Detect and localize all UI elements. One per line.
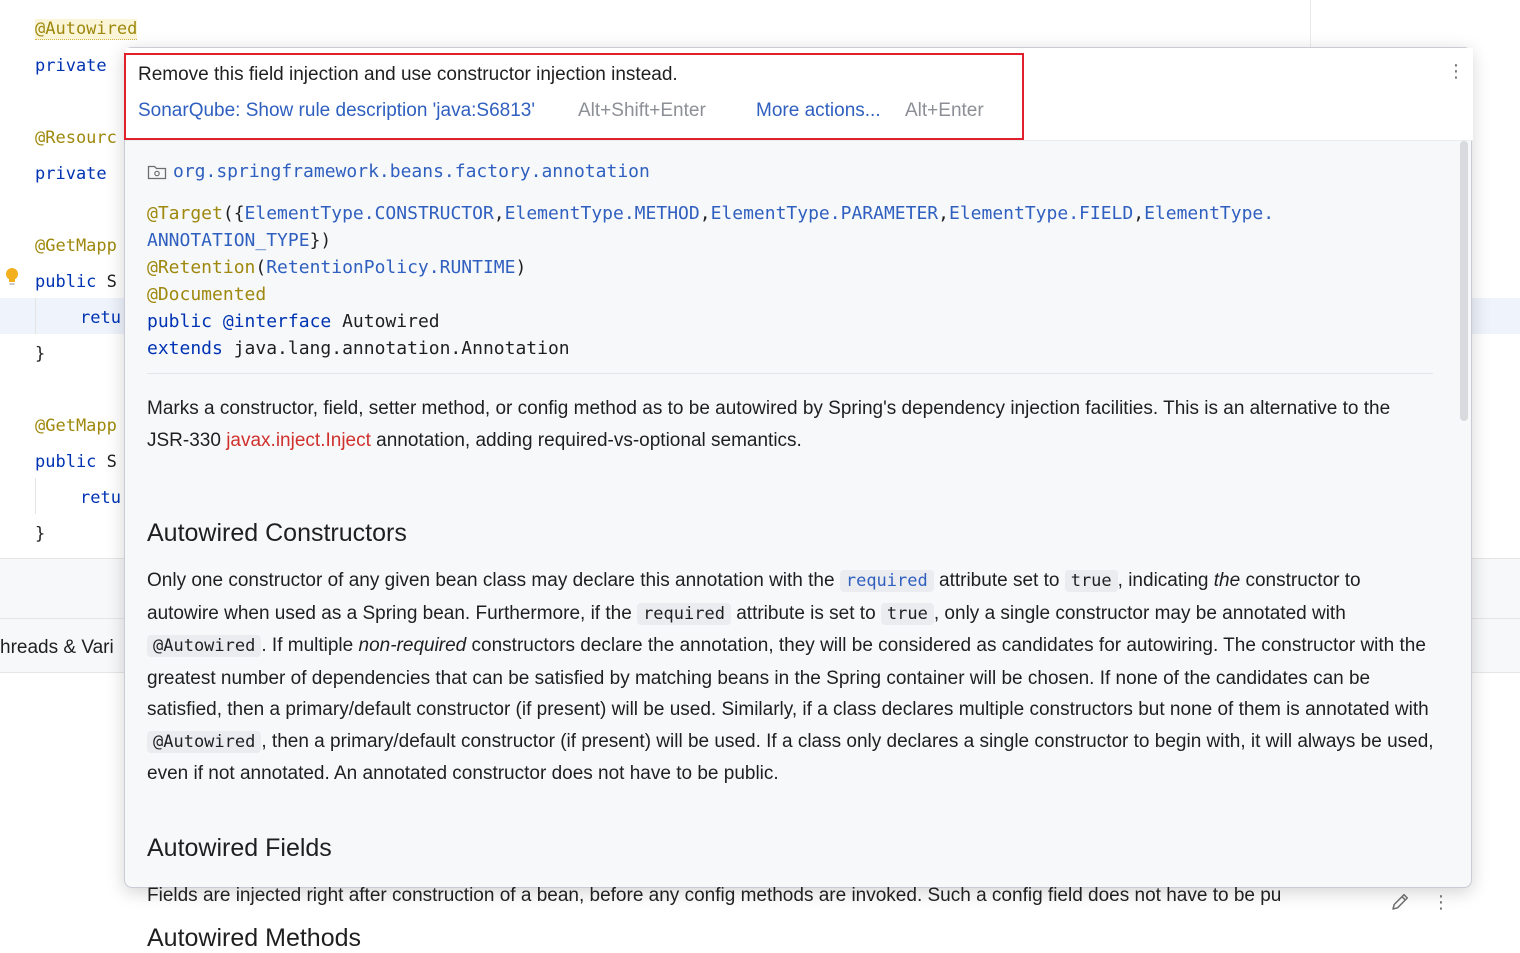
sig-punct: , [938, 203, 949, 224]
edit-pencil-icon[interactable] [1389, 891, 1411, 913]
code-autowired: @Autowired [147, 635, 261, 657]
heading-autowired-constructors: Autowired Constructors [147, 519, 407, 547]
code-token: S [96, 452, 117, 472]
sig-punct: , [493, 203, 505, 224]
code-required-link[interactable]: required [840, 570, 934, 592]
signature-line [147, 257, 526, 278]
element-type-link[interactable]: ElementType.CONSTRUCTOR [244, 203, 494, 224]
element-type-link[interactable]: ElementType.FIELD [948, 203, 1134, 224]
more-actions-link[interactable]: More actions... [756, 100, 881, 121]
sig-keyword: extends [147, 338, 223, 359]
code-line[interactable]: private [35, 164, 107, 184]
target-annotation: @Target [147, 203, 223, 224]
highlight-box [124, 53, 1024, 140]
sig-keyword: @interface [222, 311, 332, 332]
sig-punct: ) [515, 257, 527, 278]
code-true: true [1065, 570, 1118, 592]
retention-policy-link[interactable]: RetentionPolicy.RUNTIME [266, 257, 516, 278]
sig-punct: ( [255, 257, 267, 278]
intro-text: annotation, adding required-vs-optional semantics. [370, 429, 802, 451]
show-rule-description-link[interactable]: SonarQube: Show rule description 'java:S6813' [138, 100, 535, 121]
para-text: attribute set to [933, 570, 1065, 591]
code-line[interactable]: @GetMapp [35, 236, 117, 256]
para-text: Only one constructor of any given bean class may declare this annotation with the [147, 570, 840, 591]
para-text: constructor to autowire when used as a Spring bean. Furthermore, if the [147, 570, 1361, 624]
constructors-paragraph [147, 565, 1437, 790]
tab-threads-variables[interactable]: hreads & Vari [0, 637, 114, 658]
fields-paragraph: Fields are injected right after construction of a bean, before any config methods are invoked. Such a config field does not have to be pu [147, 885, 1282, 906]
signature-line [147, 203, 1274, 224]
code-line[interactable]: } [35, 344, 46, 364]
signature-line [147, 338, 570, 359]
lightbulb-icon[interactable] [5, 267, 19, 287]
code-true: true [881, 603, 934, 625]
intro-text: Marks a constructor, field, setter method, or config method as to be autowired by Spring's dependency injection facilities. This is an alternative to the JSR-330 [147, 398, 1391, 451]
sig-keyword: public [147, 311, 213, 332]
retention-annotation: @Retention [147, 257, 256, 278]
element-type-link[interactable]: ElementType.METHOD [504, 203, 700, 224]
element-type-link[interactable]: ElementType. [1144, 203, 1275, 224]
signature-line [147, 230, 331, 251]
inspection-message: Remove this field injection and use constructor injection instead. [138, 64, 678, 85]
extends-type: java.lang.annotation.Annotation [222, 338, 570, 359]
package-link[interactable]: org.springframework.beans.factory.annotation [173, 161, 650, 182]
para-text: . If multiple [261, 635, 359, 656]
code-line[interactable]: private [35, 56, 107, 76]
vertical-scrollbar[interactable] [1460, 141, 1468, 421]
element-type-link[interactable]: ANNOTATION_TYPE [147, 230, 310, 251]
code-line[interactable]: retu [80, 488, 121, 508]
autowired-annotation[interactable]: @Autowired [35, 19, 138, 39]
documentation-body[interactable] [125, 141, 1473, 952]
code-line[interactable] [35, 452, 117, 472]
code-keyword: public [35, 452, 97, 472]
code-line[interactable]: } [35, 524, 46, 544]
para-text: , only a single constructor may be annotated with [933, 602, 1346, 624]
indent-guide [35, 298, 36, 334]
para-text: , indicating [1117, 570, 1214, 591]
emphasis-text: the [1213, 570, 1241, 591]
inspection-header [125, 48, 1473, 141]
javax-inject-link[interactable]: javax.inject.Inject [226, 429, 371, 451]
element-type-link[interactable]: ElementType.PARAMETER [710, 203, 939, 224]
sig-punct: }) [309, 230, 332, 251]
signature-line [147, 311, 440, 332]
heading-autowired-methods: Autowired Methods [147, 924, 362, 952]
quick-documentation-popup [124, 47, 1472, 952]
emphasis-text: non-required [358, 635, 467, 656]
more-actions-shortcut-hint: Alt+Enter [905, 100, 984, 121]
indent-guide [35, 478, 36, 514]
intro-paragraph [147, 393, 1437, 456]
code-token: S [96, 272, 117, 292]
code-line[interactable]: @Resourc [35, 128, 117, 148]
annotation-name: Autowired [331, 311, 440, 332]
code-line[interactable]: @GetMapp [35, 416, 117, 436]
folder-package-icon [147, 163, 167, 181]
separator [147, 373, 1433, 374]
code-line[interactable]: retu [80, 308, 121, 328]
rule-shortcut-hint: Alt+Shift+Enter [578, 100, 706, 121]
documented-annotation: @Documented [147, 284, 267, 305]
package-breadcrumb [147, 161, 650, 182]
sig-punct: , [699, 203, 711, 224]
code-keyword: public [35, 272, 97, 292]
heading-autowired-fields: Autowired Fields [147, 834, 332, 862]
para-text: constructors declare the annotation, they will be considered as candidates for autowiring. The constructor with the greatest number of dependencies that can be satisfied by matching beans in the Spring container will be chosen. If none of the candidates can be satisfied, then a primary/default constructor (if present) will be used. Similarly, if a class declares multiple constructors but none of them is annotated with [147, 635, 1429, 720]
kebab-menu-icon[interactable]: ⋮ [1447, 61, 1465, 82]
code-autowired: @Autowired [147, 731, 261, 753]
kebab-menu-icon[interactable]: ⋮ [1432, 892, 1450, 913]
code-line[interactable] [35, 272, 117, 292]
code-line[interactable] [35, 19, 137, 39]
code-required: required [637, 603, 731, 625]
para-text: attribute is set to [730, 602, 881, 624]
sig-punct: , [1133, 203, 1145, 224]
sig-punct: ({ [222, 203, 245, 224]
para-text: , then a primary/default constructor (if present) will be used. If a class only declares a single constructor to begin with, it will always be used, even if not annotated. An annotated constructor does not have to be public. [147, 730, 1434, 784]
